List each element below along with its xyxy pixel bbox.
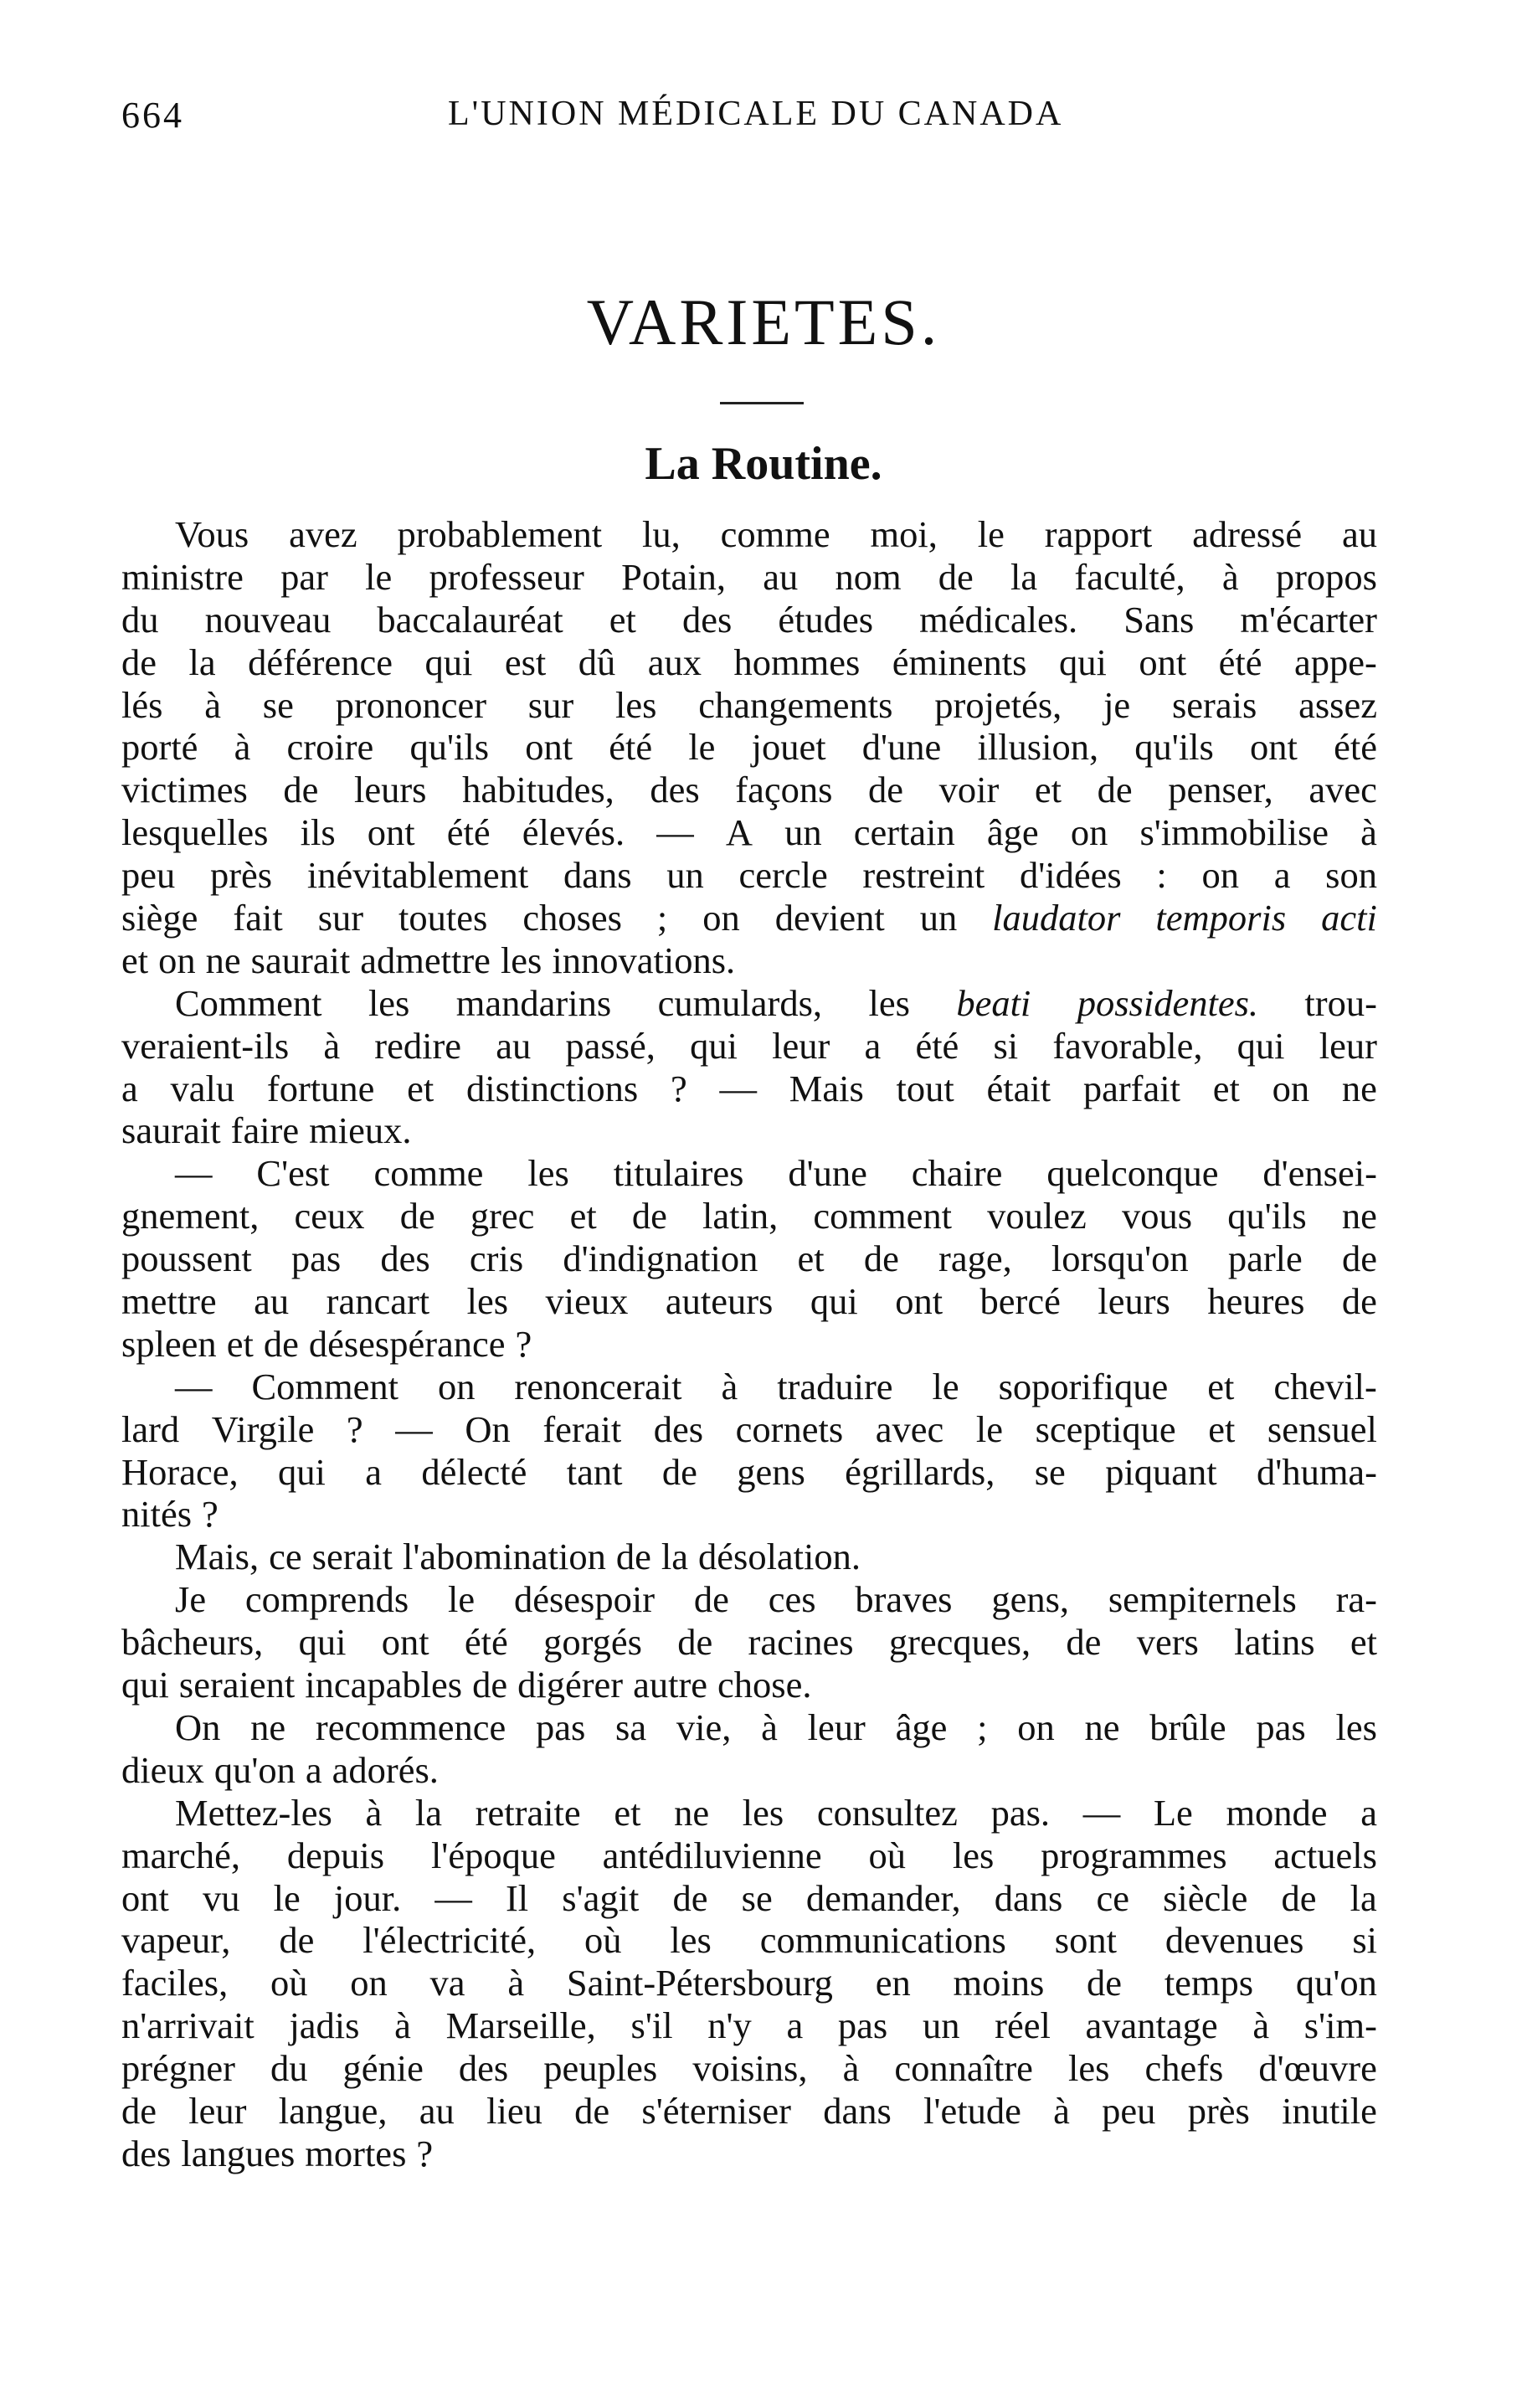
text-line: lés à se prononcer sur les changements projetés, je serais assez [121, 683, 1377, 726]
text-line: porté à croire qu'ils ont été le jouet d'une illusion, qu'ils ont été [121, 726, 1377, 769]
text-line: Mais, ce serait l'abomination de la désolation. [175, 1536, 861, 1578]
text-line: — Comment on renoncerait à traduire le soporifique et chevil- [175, 1365, 1377, 1407]
text-line: n'arrivait jadis à Marseille, s'il n'y a pas un réel avantage à s'im- [121, 2004, 1377, 2047]
text-line: qui seraient incapables de digérer autre chose. [121, 1664, 812, 1706]
text-line: On ne recommence pas sa vie, à leur âge ; on ne brûle pas les [175, 1706, 1377, 1748]
journal-title: L'UNION MÉDICALE DU CANADA [448, 95, 1064, 133]
text-line: mettre au rancart les vieux auteurs qui ont bercé leurs heures de [121, 1280, 1377, 1323]
text-line: Mettez-les à la retraite et ne les consultez pas. — Le monde a [175, 1791, 1377, 1834]
text-line: gnement, ceux de grec et de latin, comment voulez vous qu'ils ne [121, 1195, 1377, 1237]
text-line: ont vu le jour. — Il s'agit de se demander, dans ce siècle de la [121, 1876, 1377, 1919]
text-line: spleen et de désespérance ? [121, 1322, 532, 1365]
text-line: — C'est comme les titulaires d'une chaire quelconque d'ensei- [175, 1152, 1377, 1195]
text-line: bâcheurs, qui ont été gorgés de racines grecques, de vers latins et [121, 1621, 1377, 1664]
text-line: Je comprends le désespoir de ces braves gens, sempiternels ra- [175, 1578, 1377, 1621]
text-line: dieux qu'on a adorés. [121, 1748, 439, 1791]
text-line: nités ? [121, 1493, 219, 1536]
text-line: du nouveau baccalauréat et des études médicales. Sans m'écarter [121, 598, 1377, 641]
running-head [121, 94, 1394, 144]
text-line: poussent pas des cris d'indignation et de rage, lorsqu'on parle de [121, 1237, 1377, 1280]
text-line: lard Virgile ? — On ferait des cornets avec le sceptique et sensuel [121, 1407, 1377, 1450]
text-line: lesquelles ils ont été élevés. — A un certain âge on s'immobilise à [121, 811, 1377, 854]
text-line: marché, depuis l'époque antédiluvienne où les programmes actuels [121, 1834, 1377, 1876]
text-line: Vous avez probablement lu, comme moi, le rapport adressé au [175, 513, 1377, 555]
section-title: VARIETES. [586, 286, 941, 358]
text-line: et on ne saurait admettre les innovations. [121, 939, 736, 981]
text-line: vapeur, de l'électricité, où les communications sont devenues si [121, 1919, 1377, 1962]
page-number: 664 [121, 95, 184, 136]
text-line: siège fait sur toutes choses ; on devient un laudator temporis acti [121, 897, 1377, 939]
text-line: faciles, où on va à Saint-Pétersbourg en moins de temps qu'on [121, 1962, 1377, 2004]
text-line: ministre par le professeur Potain, au nom de la faculté, à propos [121, 555, 1377, 598]
text-line: de la déférence qui est dû aux hommes éminents qui ont été appe- [121, 641, 1377, 683]
text-line: Horace, qui a délecté tant de gens égrillards, se piquant d'huma- [121, 1450, 1377, 1493]
text-line: peu près inévitablement dans un cercle restreint d'idées : on a son [121, 854, 1377, 897]
text-line: veraient-ils à redire au passé, qui leur a été si favorable, qui leur [121, 1024, 1377, 1067]
text-line: prégner du génie des peuples voisins, à connaître les chefs d'œuvre [121, 2047, 1377, 2090]
text-line: victimes de leurs habitudes, des façons de voir et de penser, avec [121, 769, 1377, 811]
text-line: saurait faire mieux. [121, 1109, 412, 1152]
title-divider [720, 402, 804, 404]
article-body [121, 513, 1377, 2175]
text-line: Comment les mandarins cumulards, les beati possidentes. trou- [175, 981, 1377, 1024]
text-line: des langues mortes ? [121, 2132, 434, 2174]
text-line: a valu fortune et distinctions ? — Mais tout était parfait et on ne [121, 1067, 1377, 1109]
article-title: La Routine. [645, 438, 882, 490]
text-line: de leur langue, au lieu de s'éterniser dans l'etude à peu près inutile [121, 2089, 1377, 2132]
